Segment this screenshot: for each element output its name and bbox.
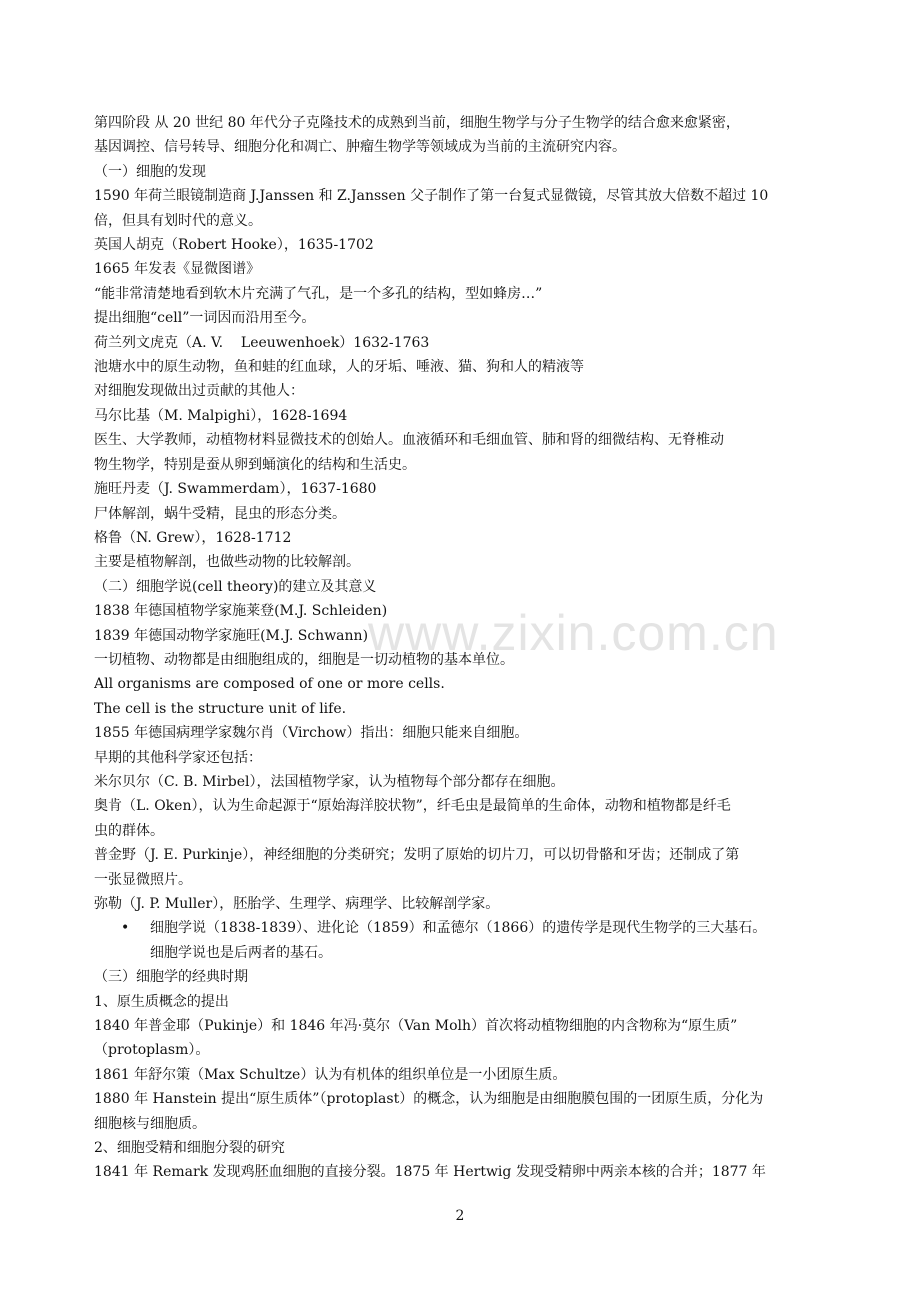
text-line: 1839 年德国动物学家施旺(M.J. Schwann) (94, 627, 369, 644)
text-line: 一切植物、动物都是由细胞组成的，细胞是一切动植物的基本单位。 (94, 651, 514, 668)
text-line: 格鲁（N. Grew），1628-1712 (94, 529, 292, 546)
text-line: 英国人胡克（Robert Hooke），1635-1702 (94, 237, 374, 254)
text-line: 米尔贝尔（C. B. Mirbel），法国植物学家，认为植物每个部分都存在细胞。 (94, 773, 565, 790)
text-line: 一张显微照片。 (94, 871, 192, 888)
text-line: 1665 年发表《显微图谱》 (94, 261, 261, 278)
subsection-heading: 2、细胞受精和细胞分裂的研究 (94, 1140, 285, 1157)
section-heading: （二）细胞学说(cell theory)的建立及其意义 (94, 578, 377, 595)
text-line: 提出细胞“cell”一词因而沿用至今。 (94, 310, 316, 327)
text-line: 细胞核与细胞质。 (94, 1115, 206, 1132)
text-line: 物生物学，特别是蚕从卵到蛹演化的结构和生活史。 (94, 456, 416, 473)
document-body (94, 111, 834, 1185)
text-line: 1838 年德国植物学家施莱登(M.J. Schleiden) (94, 603, 388, 620)
text-line: 对细胞发现做出过贡献的其他人： (94, 383, 304, 400)
text-line: 池塘水中的原生动物，鱼和蛙的红血球，人的牙垢、唾液、猫、狗和人的精液等 (94, 359, 584, 376)
subsection-heading: 1、原生质概念的提出 (94, 993, 229, 1010)
bullet-icon: • (121, 920, 130, 937)
text-line: 倍，但具有划时代的意义。 (94, 212, 262, 229)
text-line: 1841 年 Remark 发现鸡胚血细胞的直接分裂。1875 年 Hertwig 发现受精卵中两亲本核的合并；1877 年 (94, 1164, 766, 1181)
text-line: 1840 年普金耶（Pukinje）和 1846 年冯·莫尔（Van Molh）首次将动植物细胞的内含物称为“原生质” (94, 1018, 738, 1035)
text-line: 1861 年舒尔策（Max Schultze）认为有机体的组织单位是一小团原生质。 (94, 1066, 567, 1083)
text-line: 第四阶段 从 20 世纪 80 年代分子克隆技术的成熟到当前，细胞生物学与分子生物学的结合愈来愈紧密， (94, 115, 740, 131)
text-line: 早期的其他科学家还包括： (94, 749, 262, 766)
text-line: “能非常清楚地看到软木片充满了气孔，是一个多孔的结构，型如蜂房…” (94, 285, 543, 302)
text-line: 奥肯（L. Oken），认为生命起源于“原始海洋胶状物”，纤毛虫是最简单的生命体，动物和植物都是纤毛 (94, 798, 731, 815)
text-line: 马尔比基（M. Malpighi），1628-1694 (94, 407, 348, 424)
text-line: 主要是植物解剖，也做些动物的比较解剖。 (94, 554, 360, 571)
text-line: 荷兰列文虎克（A. V. Leeuwenhoek）1632-1763 (94, 334, 430, 351)
bullet-item (94, 916, 834, 940)
bullet-text: 细胞学说也是后两者的基石。 (150, 944, 332, 961)
bullet-text: 细胞学说（1838-1839）、进化论（1859）和孟德尔（1866）的遗传学是现代生物学的三大基石。 (150, 920, 767, 937)
text-line: 1880 年 Hanstein 提出“原生质体”（protoplast）的概念，认为细胞是由细胞膜包围的一团原生质，分化为 (94, 1091, 764, 1108)
text-line: 尸体解剖，蜗牛受精，昆虫的形态分类。 (94, 505, 346, 522)
text-line: 基因调控、信号转导、细胞分化和凋亡、肿瘤生物学等领域成为当前的主流研究内容。 (94, 139, 626, 156)
text-line: 弥勒（J. P. Muller），胚胎学、生理学、病理学、比较解剖学家。 (94, 896, 500, 912)
text-line: 医生、大学教师，动植物材料显微技术的创始人。血液循环和毛细血管、肺和肾的细微结构、无脊椎动 (94, 432, 724, 449)
watermark: www.zixin.com.cn (368, 605, 779, 661)
bullet-continuation (94, 941, 834, 965)
page-number: 2 (455, 1208, 465, 1224)
text-line: 1590 年荷兰眼镜制造商 J.Janssen 和 Z.Janssen 父子制作了第一台复式显微镜，尽管其放大倍数不超过 10 (94, 188, 769, 205)
section-heading: （一）细胞的发现 (94, 163, 206, 180)
text-line: 虫的群体。 (94, 822, 164, 839)
section-heading: （三）细胞学的经典时期 (94, 969, 248, 986)
text-line: 普金野（J. E. Purkinje），神经细胞的分类研究；发明了原始的切片刀，可以切骨骼和牙齿；还制成了第 (94, 847, 740, 864)
text-line: 1855 年德国病理学家魏尔肖（Virchow）指出：细胞只能来自细胞。 (94, 725, 529, 742)
text-line: The cell is the structure unit of life. (94, 700, 347, 717)
text-line: All organisms are composed of one or more cells. (94, 676, 445, 693)
text-line: （protoplasm）。 (94, 1042, 210, 1059)
text-line: 施旺丹麦（J. Swammerdam），1637-1680 (94, 481, 377, 498)
